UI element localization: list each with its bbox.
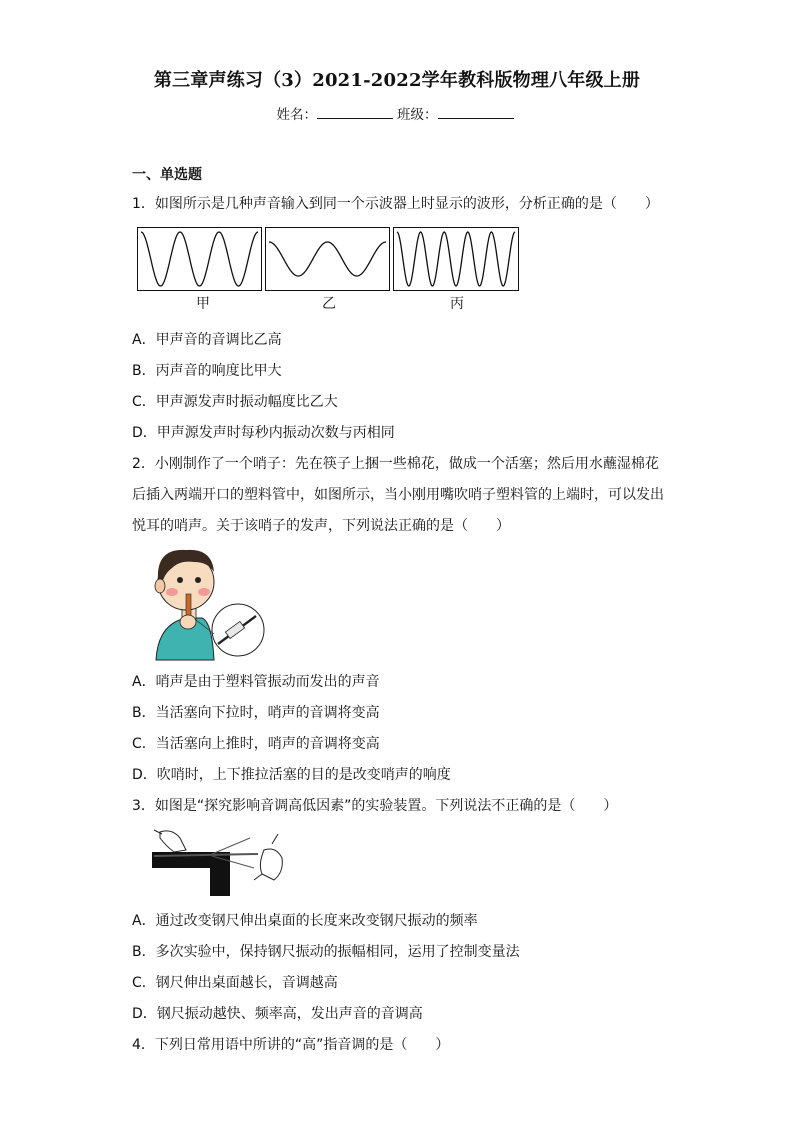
oscilloscope-waveforms-figure xyxy=(137,227,521,291)
class-label: 班级： xyxy=(397,107,438,123)
question-2-option-a[interactable]: A．哨声是由于塑料管振动而发出的声音 xyxy=(132,674,380,690)
figure-label-jia: 甲 xyxy=(196,296,210,312)
boy-whistle-illustration xyxy=(150,540,270,664)
steel-ruler-experiment-figure xyxy=(150,824,290,898)
question-2-option-b[interactable]: B．当活塞向下拉时，哨声的音调将变高 xyxy=(132,705,380,721)
page-title: 第三章声练习（3）2021-2022学年教科版物理八年级上册 xyxy=(153,70,641,91)
section-title: 一、单选题 xyxy=(132,167,202,183)
waveform-yi-svg xyxy=(266,228,389,290)
question-2-text-line-2: 后插入两端开口的塑料管中，如图所示，当小刚用嘴吹哨子塑料管的上端时，可以发出 xyxy=(132,487,664,503)
waveform-bing-curve xyxy=(397,232,515,286)
waveform-bing xyxy=(393,227,519,291)
student-info-line xyxy=(0,103,794,123)
waveform-yi-curve xyxy=(269,242,386,276)
class-blank[interactable] xyxy=(438,106,514,119)
question-2-option-d[interactable]: D．吹哨时，上下推拉活塞的目的是改变哨声的响度 xyxy=(132,767,451,783)
waveform-bing-svg xyxy=(394,228,518,290)
question-1-option-a[interactable]: A．甲声音的音调比乙高 xyxy=(132,332,282,348)
waveform-jia-curve xyxy=(141,232,258,286)
waveform-jia xyxy=(137,227,262,291)
boy-blowing-whistle-figure xyxy=(150,540,270,664)
question-3-option-d[interactable]: D．钢尺振动越快、频率高，发出声音的音调高 xyxy=(132,1006,423,1022)
waveform-yi xyxy=(265,227,390,291)
question-3-option-b[interactable]: B．多次实验中，保持钢尺振动的振幅相同，运用了控制变量法 xyxy=(132,944,520,960)
steel-ruler-illustration xyxy=(150,824,290,898)
question-2-text-line-1: 2．小刚制作了一个哨子：先在筷子上捆一些棉花，做成一个活塞；然后用水蘸湿棉花 xyxy=(132,456,659,472)
question-1-option-c[interactable]: C．甲声源发声时振动幅度比乙大 xyxy=(132,394,338,410)
figure-label-bing: 丙 xyxy=(450,296,464,312)
question-1-text: 1．如图所示是几种声音输入到同一个示波器上时显示的波形，分析正确的是（ ） xyxy=(132,196,659,212)
name-label: 姓名： xyxy=(276,107,317,123)
question-3-option-c[interactable]: C．钢尺伸出桌面越长，音调越高 xyxy=(132,975,338,991)
figure-label-yi: 乙 xyxy=(322,296,336,312)
waveform-jia-svg xyxy=(138,228,261,290)
question-3-text: 3．如图是“探究影响音调高低因素”的实验装置。下列说法不正确的是（ ） xyxy=(132,798,618,814)
question-3-option-a[interactable]: A．通过改变钢尺伸出桌面的长度来改变钢尺振动的频率 xyxy=(132,913,478,929)
question-2-option-c[interactable]: C．当活塞向上推时，哨声的音调将变高 xyxy=(132,736,380,752)
question-1-option-d[interactable]: D．甲声源发声时每秒内振动次数与丙相同 xyxy=(132,425,395,441)
question-1-option-b[interactable]: B．丙声音的响度比甲大 xyxy=(132,363,282,379)
question-4-text: 4．下列日常用语中所讲的“高”指音调的是（ ） xyxy=(132,1037,450,1053)
name-blank[interactable] xyxy=(317,106,393,119)
question-2-text-line-3: 悦耳的哨声。关于该哨子的发声，下列说法正确的是（ ） xyxy=(132,518,510,534)
